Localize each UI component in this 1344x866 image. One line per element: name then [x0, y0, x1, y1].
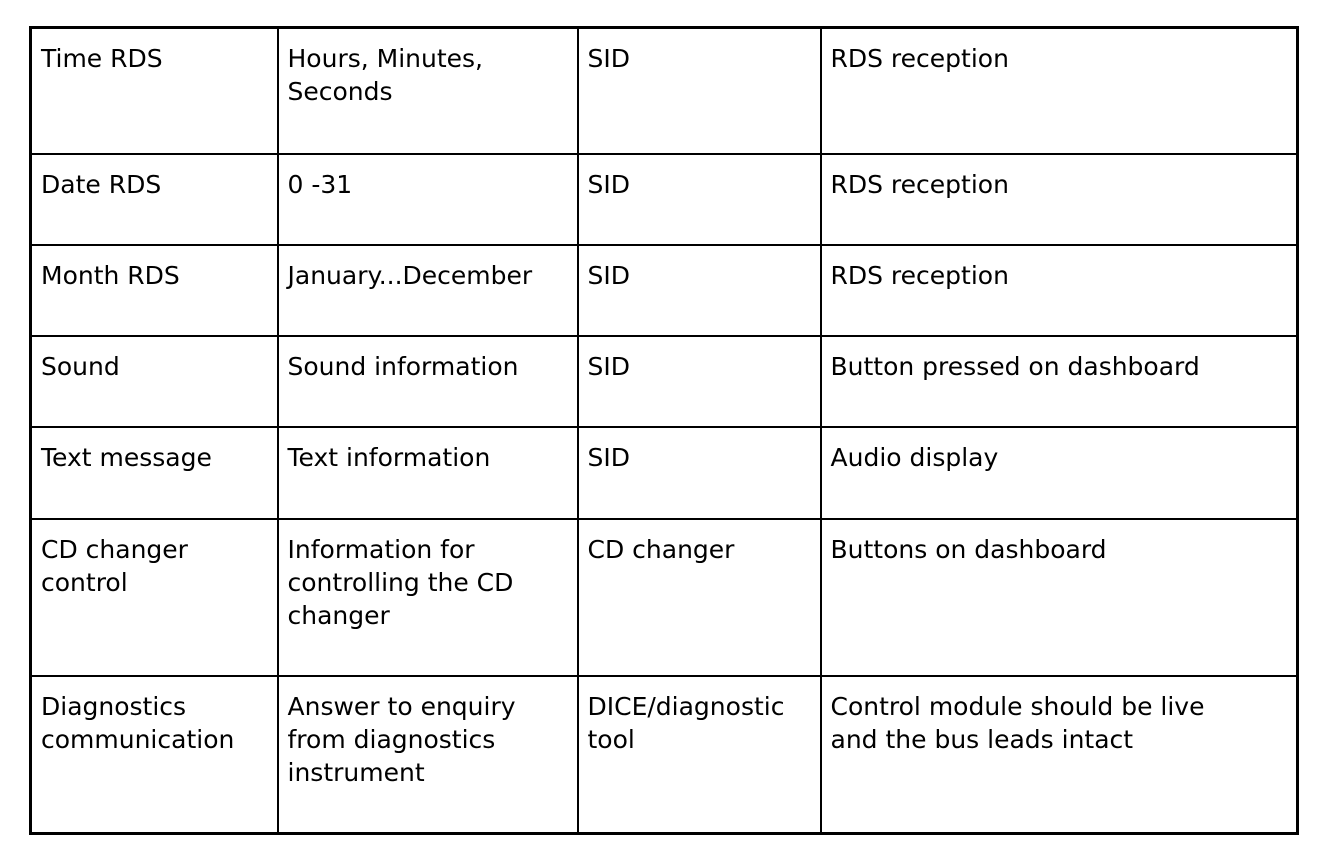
- table-cell: [578, 336, 821, 427]
- cell-text: Diagnostics communication: [41, 691, 235, 754]
- table-cell: [821, 676, 1298, 834]
- signal-table: [29, 26, 1299, 835]
- table-cell: [278, 245, 578, 336]
- table-cell: [578, 519, 821, 676]
- table-row: [31, 427, 1298, 519]
- table-cell: [821, 336, 1298, 427]
- cell-text: January...December: [287, 260, 533, 290]
- table-cell: [821, 154, 1298, 245]
- cell-text: 0 -31: [287, 169, 353, 199]
- cell-text: SID: [587, 260, 630, 290]
- cell-text: Answer to enquiry from diagnostics instrument: [287, 691, 516, 787]
- table-cell: [31, 154, 278, 245]
- table-cell: [278, 154, 578, 245]
- cell-text: RDS reception: [830, 260, 1009, 290]
- table-cell: [31, 676, 278, 834]
- cell-text: RDS reception: [830, 44, 1009, 73]
- cell-text: Time RDS: [41, 44, 163, 73]
- table-cell: [278, 427, 578, 519]
- table-cell: [578, 676, 821, 834]
- table-cell: [578, 28, 821, 154]
- cell-text: RDS reception: [830, 169, 1009, 199]
- cell-text: Text information: [287, 442, 491, 472]
- table-cell: [278, 28, 578, 154]
- table-row: [31, 676, 1298, 834]
- table-cell: [821, 519, 1298, 676]
- cell-text: Buttons on dashboard: [830, 534, 1107, 564]
- table-cell: [31, 519, 278, 676]
- table-row: [31, 28, 1298, 154]
- table-cell: [578, 245, 821, 336]
- cell-text: SID: [587, 442, 630, 472]
- table-row: [31, 519, 1298, 676]
- table-cell: [31, 336, 278, 427]
- table-row: [31, 245, 1298, 336]
- table-cell: [578, 427, 821, 519]
- table-cell: [278, 519, 578, 676]
- table-cell: [31, 245, 278, 336]
- cell-text: Date RDS: [41, 169, 162, 199]
- table-cell: [821, 245, 1298, 336]
- table-cell: [578, 154, 821, 245]
- cell-text: SID: [587, 44, 630, 73]
- table-row: [31, 154, 1298, 245]
- cell-text: Sound: [41, 351, 120, 381]
- cell-text: Sound information: [287, 351, 519, 381]
- table-row: [31, 336, 1298, 427]
- table-cell: [821, 28, 1298, 154]
- cell-text: Hours, Minutes, Seconds: [287, 44, 483, 106]
- cell-text: Audio display: [830, 442, 999, 472]
- table-cell: [278, 336, 578, 427]
- cell-text: Control module should be live and the bus leads intact: [830, 691, 1205, 754]
- table-cell: [31, 28, 278, 154]
- table-cell: [31, 427, 278, 519]
- cell-text: CD changer control: [41, 534, 188, 597]
- cell-text: Month RDS: [41, 260, 180, 290]
- cell-text: DICE/diagnostic tool: [587, 691, 785, 754]
- cell-text: CD changer: [587, 534, 735, 564]
- cell-text: SID: [587, 169, 630, 199]
- cell-text: Text message: [41, 442, 212, 472]
- cell-text: SID: [587, 351, 630, 381]
- cell-text: Information for controlling the CD changer: [287, 534, 514, 630]
- cell-text: Button pressed on dashboard: [830, 351, 1200, 381]
- table-cell: [821, 427, 1298, 519]
- table-cell: [278, 676, 578, 834]
